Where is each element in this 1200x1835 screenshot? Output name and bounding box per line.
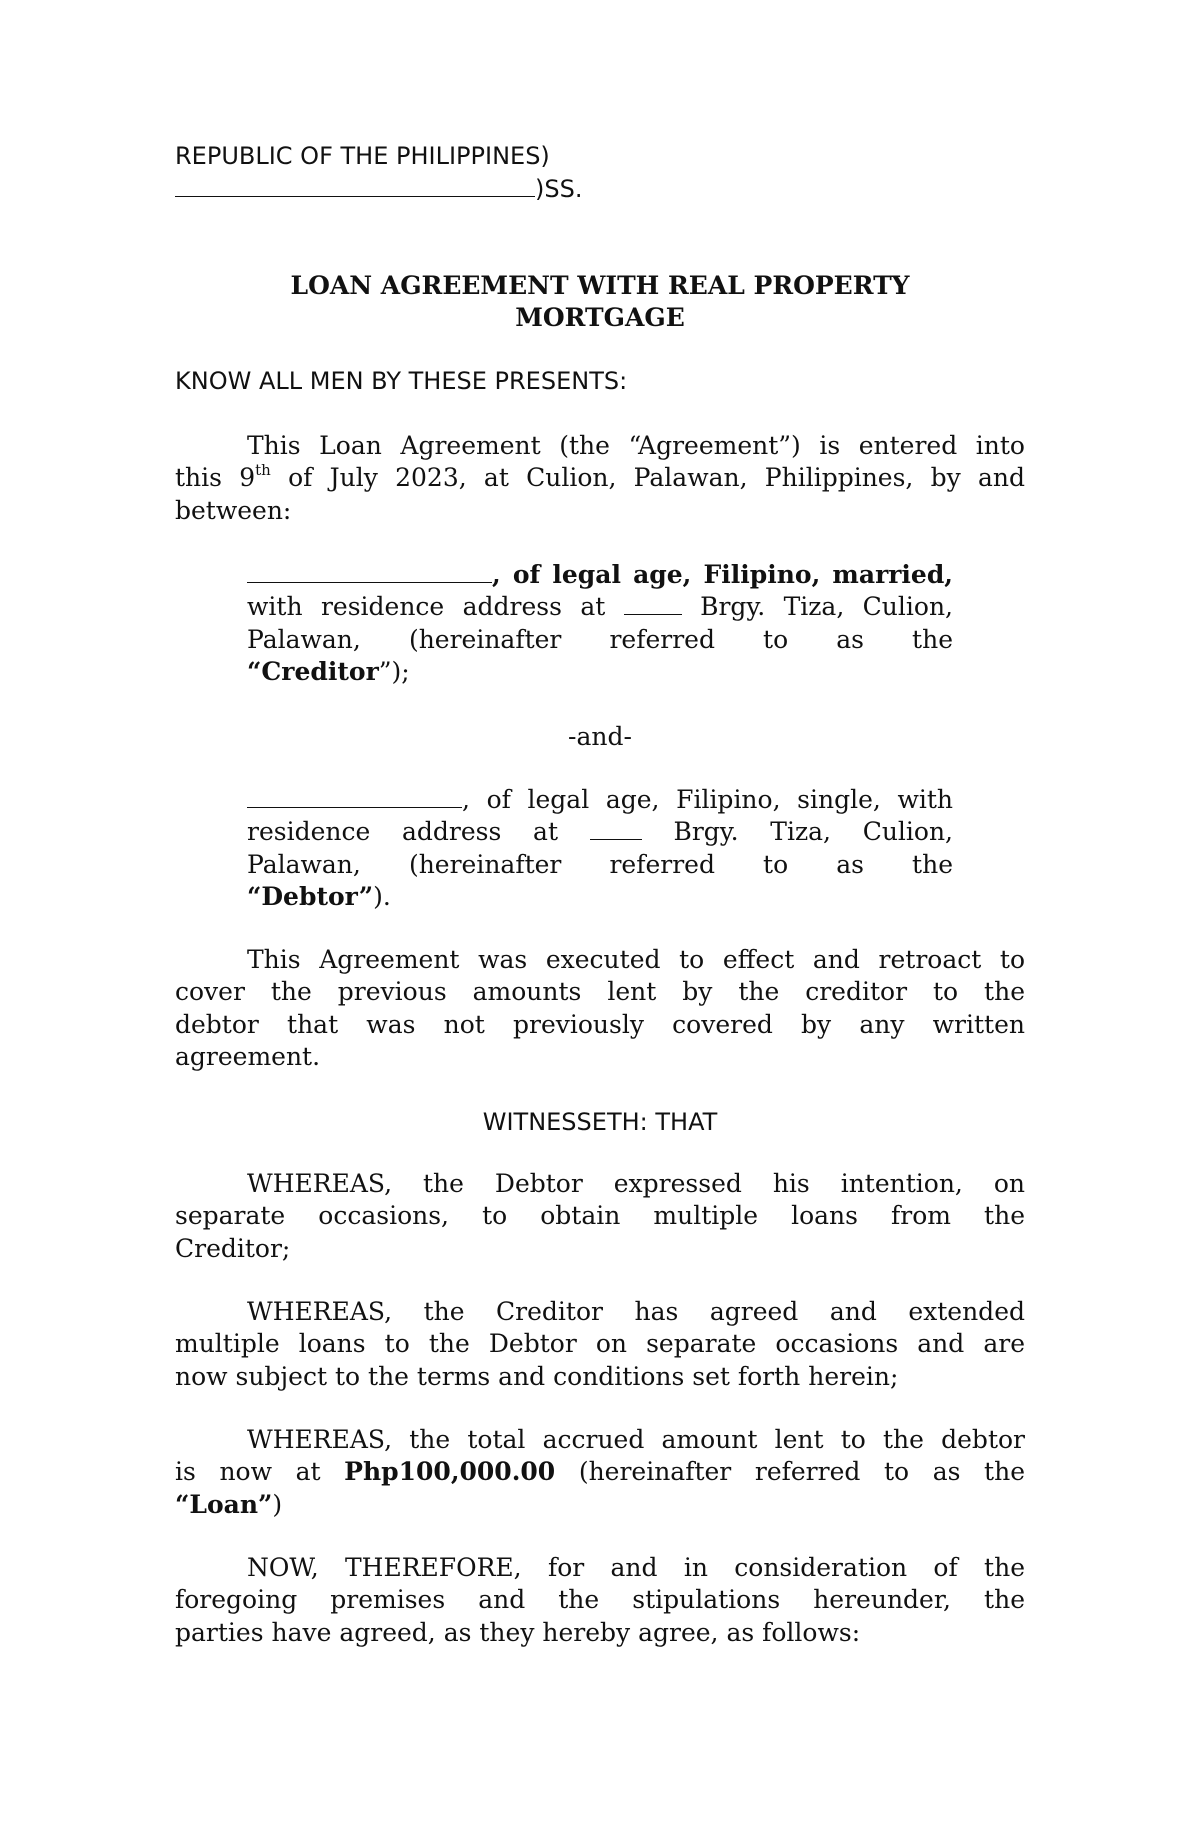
and-separator: -and- <box>568 722 632 751</box>
therefore-paragraph <box>175 1552 1025 1649</box>
document-title-line1: LOAN AGREEMENT WITH REAL PROPERTY <box>290 271 910 300</box>
creditor-block <box>247 559 953 689</box>
whereas-1-line-3: Creditor; <box>175 1233 291 1263</box>
whereas-3-line-2: is now at Php100,000.00 (hereinafter referred to as the <box>175 1457 1025 1487</box>
creditor-line-3: Palawan, (hereinafter referred to as the <box>247 624 953 654</box>
whereas-1-line-2: separate occasions, to obtain multiple loans from the <box>175 1201 1025 1231</box>
whereas-1-line-1: WHEREAS, the Debtor expressed his intention, on <box>247 1169 1025 1198</box>
whereas-2-line-2: multiple loans to the Debtor on separate occasions and are <box>175 1329 1025 1359</box>
creditor-line-1: , of legal age, Filipino, married, <box>247 559 953 591</box>
whereas-1-paragraph <box>175 1168 1025 1265</box>
witnesseth-heading: WITNESSETH: THAT <box>482 1108 718 1136</box>
venue-line <box>175 173 582 205</box>
venue-blank <box>175 174 535 197</box>
whereas-3-paragraph <box>175 1424 1025 1521</box>
retroact-line-4: agreement. <box>175 1042 321 1072</box>
debtor-line-1: , of legal age, Filipino, single, with <box>247 784 953 816</box>
know-all-men: KNOW ALL MEN BY THESE PRESENTS: <box>175 367 628 395</box>
debtor-name-blank <box>247 785 462 808</box>
creditor-name-blank <box>247 560 492 583</box>
therefore-line-2: foregoing premises and the stipulations hereunder, the <box>175 1585 1025 1615</box>
retroact-paragraph <box>175 944 1025 1074</box>
intro-paragraph <box>175 430 1025 527</box>
therefore-line-1: NOW, THEREFORE, for and in consideration of the <box>247 1553 1025 1582</box>
whereas-2-line-1: WHEREAS, the Creditor has agreed and extended <box>247 1297 1025 1326</box>
document-title-line2: MORTGAGE <box>515 303 685 332</box>
intro-line-3: between: <box>175 495 292 525</box>
intro-line-2: this 9th of July 2023, at Culion, Palawan, Philippines, by and <box>175 461 1025 493</box>
ss-label: )SS. <box>535 175 583 203</box>
republic-header: REPUBLIC OF THE PHILIPPINES) <box>175 142 550 170</box>
creditor-line-4: “Creditor”); <box>247 657 410 687</box>
debtor-block <box>247 784 953 914</box>
debtor-line-3: Palawan, (hereinafter referred to as the <box>247 849 953 879</box>
creditor-line-2: with residence address at Brgy. Tiza, Culion, <box>247 592 954 622</box>
debtor-line-4: “Debtor”). <box>247 882 391 912</box>
loan-amount: Php100,000.00 <box>344 1457 556 1487</box>
whereas-3-line-3: “Loan”) <box>175 1489 283 1519</box>
creditor-address-blank <box>624 592 682 615</box>
retroact-line-2: cover the previous amounts lent by the creditor to the <box>175 977 1025 1007</box>
whereas-2-paragraph <box>175 1296 1025 1393</box>
intro-line-1: This Loan Agreement (the “Agreement”) is entered into <box>247 431 1025 460</box>
retroact-line-1: This Agreement was executed to effect and retroact to <box>247 945 1025 974</box>
retroact-line-3: debtor that was not previously covered by any written <box>175 1009 1025 1039</box>
whereas-2-line-3: now subject to the terms and conditions set forth herein; <box>175 1361 899 1391</box>
debtor-address-blank <box>590 817 642 840</box>
therefore-line-3: parties have agreed, as they hereby agree, as follows: <box>175 1617 861 1647</box>
whereas-3-line-1: WHEREAS, the total accrued amount lent to the debtor <box>247 1425 1025 1454</box>
debtor-line-2: residence address at Brgy. Tiza, Culion, <box>247 817 954 847</box>
